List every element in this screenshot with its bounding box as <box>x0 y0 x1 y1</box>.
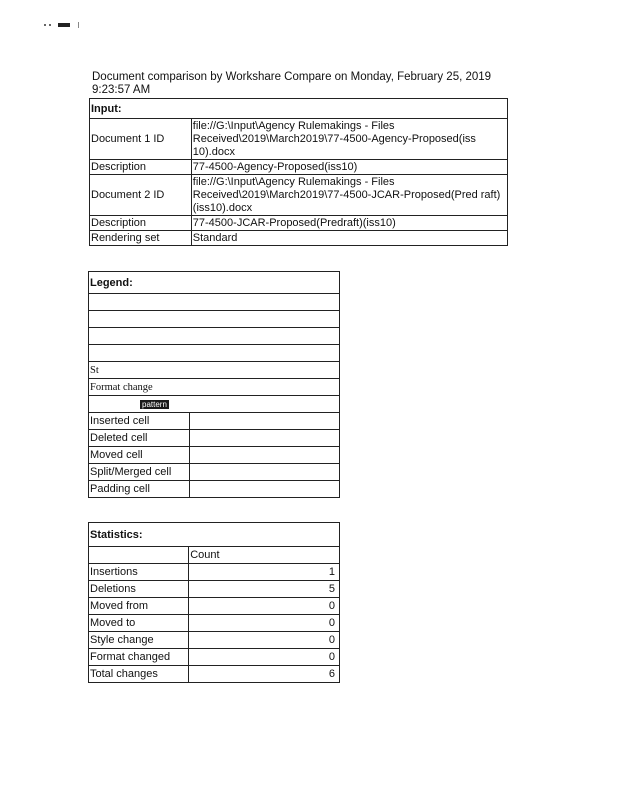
row-value: 77-4500-JCAR-Proposed(Predraft)(iss10) <box>191 216 507 231</box>
legend-cell-row <box>89 430 340 447</box>
legend-blank-cell <box>89 328 340 345</box>
stat-count: 1 <box>189 564 340 581</box>
scan-block-mark <box>58 23 70 27</box>
legend-label: Moved cell <box>89 447 190 464</box>
row-label: Document 2 ID <box>90 175 192 216</box>
stat-count: 5 <box>189 581 340 598</box>
stat-label: Deletions <box>89 581 189 598</box>
table-row <box>90 175 508 216</box>
table-row <box>89 581 340 598</box>
table-row <box>89 564 340 581</box>
stat-label: Moved to <box>89 615 189 632</box>
row-label: Description <box>90 160 192 175</box>
stat-label: Moved from <box>89 598 189 615</box>
legend-blank-row <box>89 345 340 362</box>
legend-cell-row <box>89 447 340 464</box>
legend-boxed-cell <box>89 396 340 413</box>
legend-swatch <box>190 464 340 481</box>
row-value: 77-4500-Agency-Proposed(iss10) <box>191 160 507 175</box>
legend-swatch <box>190 447 340 464</box>
count-column-header: Count <box>189 547 340 564</box>
legend-label: Padding cell <box>89 481 190 498</box>
statistics-table <box>88 522 340 683</box>
legend-format-row <box>89 379 340 396</box>
row-label: Document 1 ID <box>90 119 192 160</box>
statistics-blank-cell <box>89 547 189 564</box>
legend-blank-cell <box>89 345 340 362</box>
legend-blank-row <box>89 311 340 328</box>
table-row <box>89 632 340 649</box>
stat-count: 0 <box>189 615 340 632</box>
stat-count: 6 <box>189 666 340 683</box>
legend-swatch <box>190 430 340 447</box>
legend-label: Inserted cell <box>89 413 190 430</box>
legend-header-row <box>89 272 340 294</box>
scan-corner-mark <box>44 20 88 30</box>
table-row <box>89 649 340 666</box>
stat-count: 0 <box>189 649 340 666</box>
row-label: Description <box>90 216 192 231</box>
legend-heading: Legend: <box>89 272 340 294</box>
row-value: file://G:\Input\Agency Rulemakings - Files Received\2019\March2019\77-4500-Agency-Proposed(iss 10).docx <box>191 119 507 160</box>
legend-blank-cell <box>89 294 340 311</box>
legend-swatch <box>190 481 340 498</box>
table-row <box>90 160 508 175</box>
scan-dot <box>49 24 51 26</box>
stat-label: Style change <box>89 632 189 649</box>
row-value: file://G:\Input\Agency Rulemakings - Files Received\2019\March2019\77-4500-JCAR-Proposed(Pred raft)(iss10).docx <box>191 175 507 216</box>
statistics-header-row <box>89 523 340 547</box>
stat-label: Total changes <box>89 666 189 683</box>
statistics-column-row <box>89 547 340 564</box>
legend-swatch <box>190 413 340 430</box>
legend-cell-row <box>89 464 340 481</box>
legend-format-change: Format change <box>89 379 340 396</box>
input-table <box>89 98 508 246</box>
legend-table <box>88 271 340 498</box>
stat-label: Insertions <box>89 564 189 581</box>
input-header-row <box>90 99 508 119</box>
legend-boxed-label: pattern <box>142 400 167 409</box>
table-row <box>90 231 508 246</box>
legend-style-row <box>89 362 340 379</box>
legend-label: Deleted cell <box>89 430 190 447</box>
legend-blank-row <box>89 294 340 311</box>
legend-label: Split/Merged cell <box>89 464 190 481</box>
table-row <box>90 119 508 160</box>
legend-cell-row <box>89 481 340 498</box>
legend-style-fragment: St <box>89 362 340 379</box>
row-label: Rendering set <box>90 231 192 246</box>
legend-boxed-row <box>89 396 340 413</box>
stat-count: 0 <box>189 632 340 649</box>
scan-dot <box>44 24 46 26</box>
table-row <box>89 615 340 632</box>
table-row <box>90 216 508 231</box>
table-row <box>89 666 340 683</box>
legend-blank-cell <box>89 311 340 328</box>
page-title: Document comparison by Workshare Compare on Monday, February 25, 2019 9:23:57 AM <box>92 71 492 96</box>
stat-label: Format changed <box>89 649 189 666</box>
row-value: Standard <box>191 231 507 246</box>
scan-tick-mark <box>78 22 79 28</box>
stat-count: 0 <box>189 598 340 615</box>
legend-blank-row <box>89 328 340 345</box>
input-heading: Input: <box>90 99 508 119</box>
statistics-heading: Statistics: <box>89 523 340 547</box>
table-row <box>89 598 340 615</box>
legend-cell-row <box>89 413 340 430</box>
